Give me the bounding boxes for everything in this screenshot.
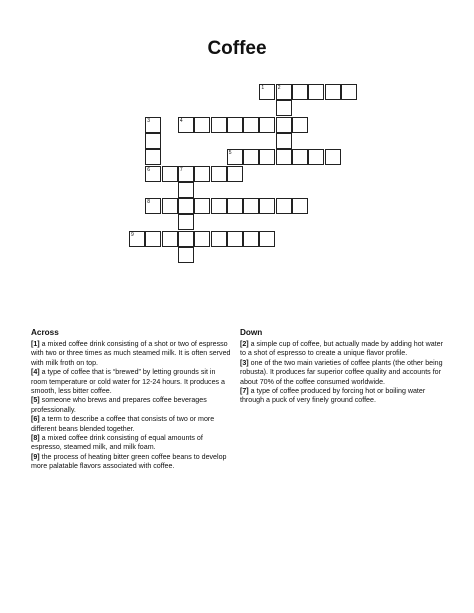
clue-text: a mixed coffee drink consisting of equal amounts of espresso, steamed milk, and milk foam.	[31, 434, 203, 452]
crossword-cell[interactable]	[194, 166, 210, 182]
crossword-cell[interactable]	[259, 198, 275, 214]
crossword-cell[interactable]	[145, 133, 161, 149]
crossword-cell[interactable]	[145, 231, 161, 247]
clue-number: [4]	[31, 368, 40, 377]
crossword-cell[interactable]	[259, 117, 275, 133]
clue-item	[31, 396, 231, 415]
crossword-cell[interactable]	[145, 117, 161, 133]
crossword-cell[interactable]	[178, 166, 194, 182]
clue-item	[240, 340, 450, 359]
crossword-cell[interactable]	[292, 117, 308, 133]
crossword-cell[interactable]	[194, 198, 210, 214]
crossword-cell[interactable]	[276, 117, 292, 133]
clue-text: a mixed coffee drink consisting of a shot or two of espresso with two or three times as much steamed milk. It is often served with milk froth on top.	[31, 340, 231, 367]
clue-text: a simple cup of coffee, but actually made by adding hot water to a shot of espresso to create a unique flavor profile.	[240, 340, 443, 358]
crossword-cell[interactable]	[145, 198, 161, 214]
crossword-cell[interactable]	[227, 117, 243, 133]
crossword-cell[interactable]	[243, 149, 259, 165]
across-clues	[31, 328, 231, 472]
crossword-cell[interactable]	[292, 84, 308, 100]
crossword-cell[interactable]	[227, 231, 243, 247]
crossword-cell[interactable]	[178, 214, 194, 230]
crossword-cell[interactable]	[211, 117, 227, 133]
cell-number: 4	[179, 117, 183, 124]
crossword-cell[interactable]	[194, 117, 210, 133]
crossword-cell[interactable]	[276, 198, 292, 214]
crossword-cell[interactable]	[162, 198, 178, 214]
crossword-cell[interactable]	[162, 231, 178, 247]
clue-item	[240, 387, 450, 406]
across-heading: Across	[31, 328, 59, 337]
clue-item	[31, 434, 231, 453]
crossword-cell[interactable]	[276, 84, 292, 100]
crossword-cell[interactable]	[276, 149, 292, 165]
clue-number: [2]	[240, 340, 249, 348]
clue-number: [1]	[31, 340, 40, 348]
crossword-cell[interactable]	[178, 198, 194, 214]
cell-number: 7	[179, 166, 183, 173]
clue-number: [3]	[240, 358, 249, 367]
crossword-cell[interactable]	[243, 231, 259, 247]
cell-number: 9	[131, 231, 134, 238]
crossword-cell[interactable]	[211, 166, 227, 182]
down-clue-list	[240, 340, 450, 406]
page-title: Coffee	[207, 38, 267, 59]
crossword-cell[interactable]	[162, 166, 178, 182]
crossword-cell[interactable]	[194, 231, 210, 247]
crossword-cell[interactable]	[129, 231, 145, 247]
crossword-cell[interactable]	[292, 149, 308, 165]
cell-number: 3	[147, 117, 151, 124]
crossword-cell[interactable]	[178, 247, 194, 263]
cell-number: 2	[277, 85, 281, 91]
cell-number: 5	[228, 150, 232, 157]
crossword-cell[interactable]	[145, 149, 161, 165]
crossword-cell[interactable]	[325, 149, 341, 165]
cell-number: 6	[147, 166, 151, 173]
crossword-cell[interactable]	[259, 84, 275, 100]
across-clue-list	[31, 340, 231, 472]
crossword-cell[interactable]	[292, 198, 308, 214]
clue-item	[31, 415, 231, 434]
clue-item	[31, 340, 231, 368]
clue-text: a term to describe a coffee that consists of two or more different beans blended together.	[31, 415, 215, 433]
clue-number: [9]	[31, 452, 40, 461]
crossword-cell[interactable]	[227, 149, 243, 165]
crossword-cell[interactable]	[145, 166, 161, 182]
crossword-cell[interactable]	[325, 84, 341, 100]
crossword-cell[interactable]	[308, 149, 324, 165]
cell-number: 8	[147, 199, 151, 206]
clue-number: [8]	[31, 434, 40, 443]
clue-number: [6]	[31, 415, 40, 424]
clue-text: one of the two main varieties of coffee plants (the other being robusta). It produces far superior coffee quality and accounts for about 70% of the coffee consumed worldwide.	[240, 358, 443, 386]
clue-text: a type of coffee produced by forcing hot or boiling water through a puck of very finely ground coffee.	[240, 387, 426, 405]
clue-number: [5]	[31, 396, 40, 405]
crossword-cell[interactable]	[211, 231, 227, 247]
clue-item	[31, 368, 231, 396]
crossword-cell[interactable]	[259, 149, 275, 165]
crossword-cell[interactable]	[211, 198, 227, 214]
crossword-cell[interactable]	[341, 84, 357, 100]
down-heading: Down	[240, 328, 263, 337]
crossword-cell[interactable]	[227, 198, 243, 214]
down-clues	[240, 328, 450, 406]
crossword-cell[interactable]	[276, 100, 292, 116]
crossword-cell[interactable]	[276, 133, 292, 149]
clue-number: [7]	[240, 387, 249, 396]
crossword-cell[interactable]	[308, 84, 324, 100]
crossword-cell[interactable]	[178, 182, 194, 198]
crossword-cell[interactable]	[178, 231, 194, 247]
clue-text: someone who brews and prepares coffee beverages professionally.	[31, 396, 207, 414]
cell-number: 1	[261, 85, 265, 91]
clue-item	[31, 453, 231, 472]
clue-item	[240, 359, 450, 387]
crossword-cell[interactable]	[227, 166, 243, 182]
clue-text: a type of coffee that is “brewed” by letting grounds sit in room temperature or cold water for 12-24 hours. It produces a smooth, less bitter coffee.	[31, 368, 225, 396]
crossword-cell[interactable]	[259, 231, 275, 247]
crossword-cell[interactable]	[243, 198, 259, 214]
crossword-cell[interactable]	[243, 117, 259, 133]
clue-text: the process of heating bitter green coffee beans to develop more palatable flavors associated with coffee.	[31, 452, 227, 471]
crossword-cell[interactable]	[178, 117, 194, 133]
